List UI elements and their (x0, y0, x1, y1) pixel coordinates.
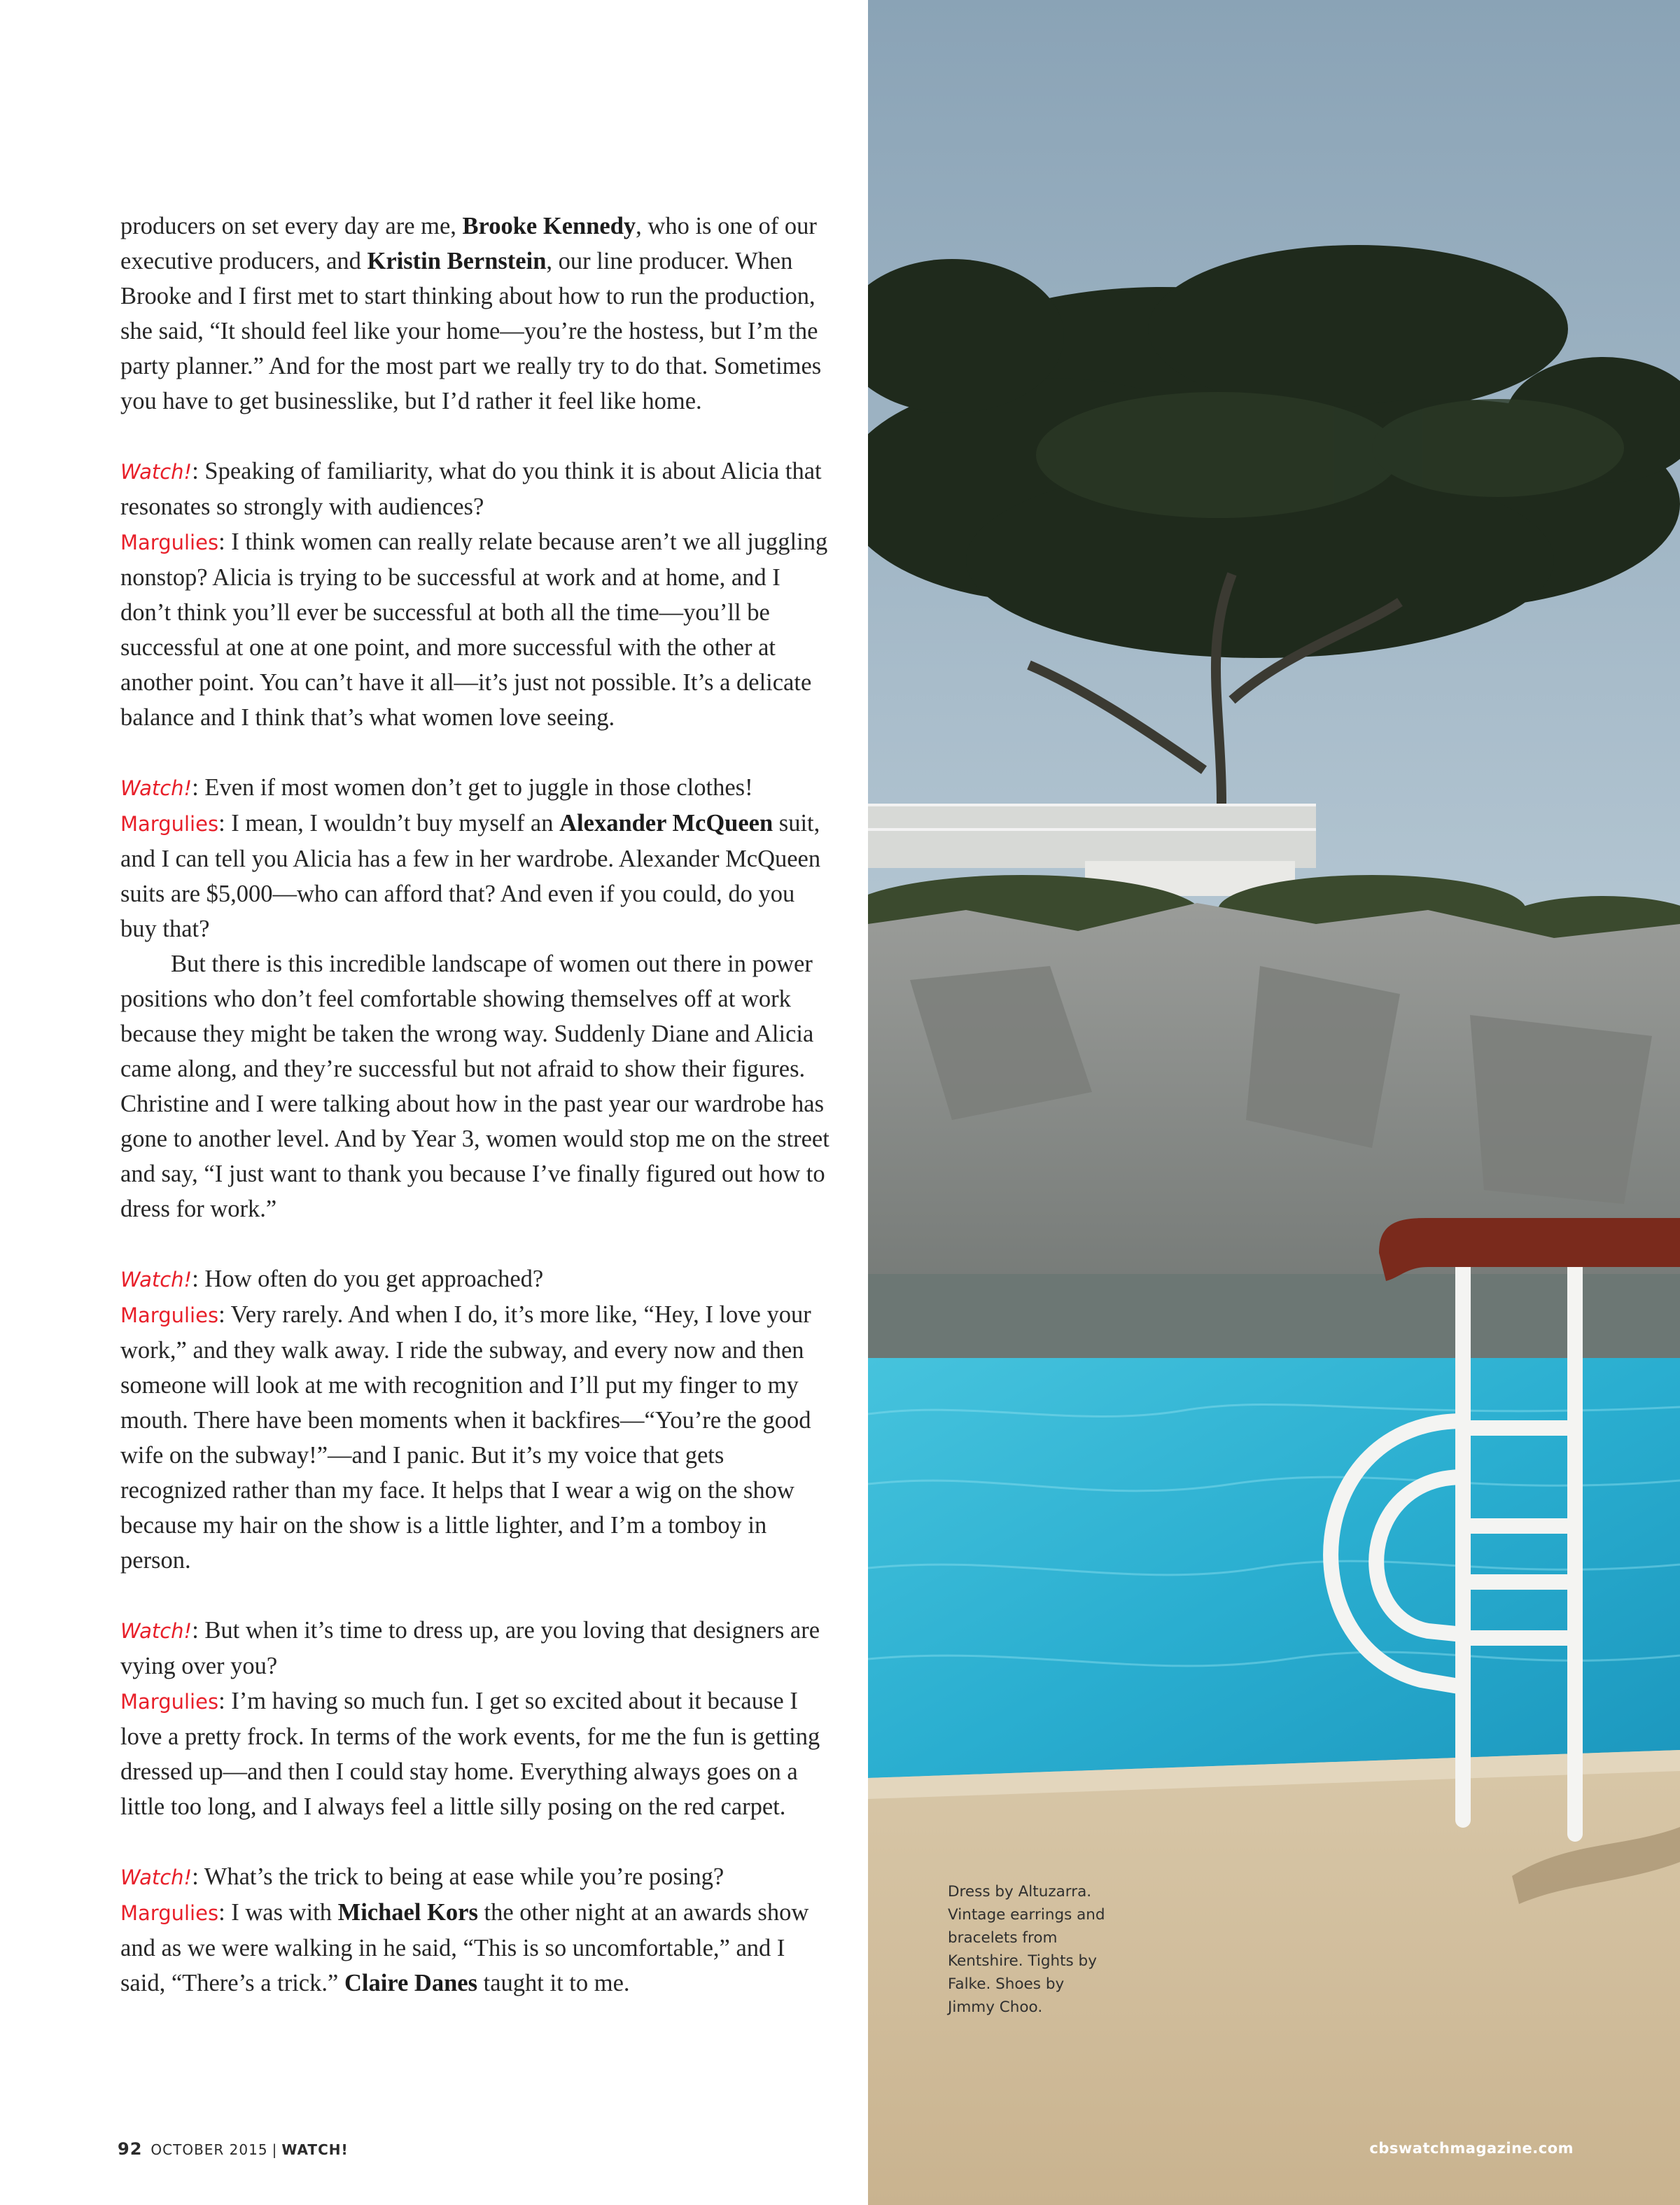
speaker-label: Margulies (120, 812, 219, 836)
answer-1 (120, 524, 834, 735)
website-url: cbswatchmagazine.com (1369, 2140, 1574, 2157)
text-run: producers on set every day are me, (120, 213, 463, 239)
name-kristin-bernstein: Kristin Bernstein (367, 248, 547, 274)
interviewer-label: Watch! (120, 1865, 192, 1889)
question-5 (120, 1859, 834, 1895)
speaker-label: Margulies (120, 1303, 219, 1327)
question-text: : Speaking of familiarity, what do you think it is about Alicia that resonates so strongly with audiences? (120, 458, 822, 520)
poolside-photo (868, 0, 1680, 2205)
interviewer-label: Watch! (120, 1268, 192, 1292)
photo-caption: Dress by Altuzarra. Vintage earrings and bracelets from Kentshire. Tights by Falke. Shoes by Jimmy Choo. (948, 1883, 1105, 2016)
question-text: : But when it’s time to dress up, are you loving that designers are vying over you? (120, 1617, 820, 1679)
question-3 (120, 1261, 834, 1297)
answer-text: : I’m having so much fun. I get so excited about it because I love a pretty frock. In terms of the work events, for me the fun is getting dressed up—and then I could stay home. Everything always goes on a little too long, and I always feel a little silly posing on the red carpet. (120, 1688, 820, 1820)
folio-separator: | (272, 2141, 278, 2158)
question-4 (120, 1613, 834, 1684)
interviewer-label: Watch! (120, 1619, 192, 1643)
name-alexander-mcqueen: Alexander McQueen (559, 810, 774, 836)
answer-5 (120, 1895, 834, 2001)
issue-date: OCTOBER 2015 (150, 2141, 268, 2158)
article-column (120, 209, 834, 2001)
answer-text: the other night at an awards show and as we were walking in he said, “This is so uncomfortable,” and I said, “There’s a trick.” (120, 1899, 809, 1996)
name-claire-danes: Claire Danes (344, 1970, 477, 1996)
question-2 (120, 770, 834, 806)
answer-text: suit, and I can tell you Alicia has a few in her wardrobe. Alexander McQueen suits are $5,000—who can afford that? And even if you could, do you buy that? (120, 810, 821, 942)
answer-text: : I was with (218, 1899, 338, 1926)
speaker-label: Margulies (120, 1690, 219, 1714)
question-text: : What’s the trick to being at ease while you’re posing? (192, 1863, 724, 1890)
answer-3 (120, 1297, 834, 1578)
text-run: , our line producer. When Brooke and I first met to start thinking about how to run the production, she said, “It should feel like your home—you’re the hostess, but I’m the party planner.” And for the most part we really try to do that. Sometimes you have to get businesslike, but I’d rather it feel like home. (120, 248, 822, 414)
question-1 (120, 454, 834, 524)
folio (118, 2139, 349, 2159)
answer-text: taught it to me. (477, 1970, 630, 1996)
answer-2 (120, 806, 834, 946)
interviewer-label: Watch! (120, 460, 192, 484)
text-run: , who is one of our executive producers, and (120, 213, 817, 274)
name-michael-kors: Michael Kors (337, 1899, 478, 1926)
interviewer-label: Watch! (120, 776, 192, 800)
answer-text: : I mean, I wouldn’t buy myself an (218, 810, 560, 836)
speaker-label: Margulies (120, 531, 219, 554)
paragraph-intro (120, 209, 834, 419)
magazine-name: WATCH! (281, 2141, 349, 2158)
question-text: : Even if most women don’t get to juggle in those clothes! (192, 774, 753, 801)
answer-text: : Very rarely. And when I do, it’s more like, “Hey, I love your work,” and they walk away. I ride the subway, and every now and then someone will look at me with recognition and I’ll put my finger to my mouth. There have been moments when it backfires—“You’re the good wife on the subway!”—and I panic. But it’s my voice that gets recognized rather than my face. It helps that I wear a wig on the show because my hair on the show is a little lighter, and I’m a tomboy in person. (120, 1301, 811, 1574)
question-text: : How often do you get approached? (192, 1266, 544, 1292)
answer-4 (120, 1684, 834, 1824)
page-number: 92 (118, 2139, 143, 2159)
speaker-label: Margulies (120, 1901, 219, 1925)
answer-text: : I think women can really relate because aren’t we all juggling nonstop? Alicia is trying to be successful at work and at home, and I don’t think you’ll ever be successful at both all the time—you’ll be successful at one at one point, and more successful with the other at another point. You can’t have it all—it’s just not possible. It’s a delicate balance and I think that’s what women love seeing. (120, 528, 828, 731)
name-brooke-kennedy: Brooke Kennedy (462, 213, 636, 239)
answer-2-continued: But there is this incredible landscape of women out there in power positions who don’t feel comfortable showing themselves off at work because they might be taken the wrong way. Suddenly Diane and Alicia came along, and they’re successful but not afraid to show their figures. Christine and I were talking about how in the past year our wardrobe has gone to another level. And by Year 3, women would stop me on the street and say, “I just want to thank you because I’ve finally figured out how to dress for work.” (120, 951, 830, 1222)
